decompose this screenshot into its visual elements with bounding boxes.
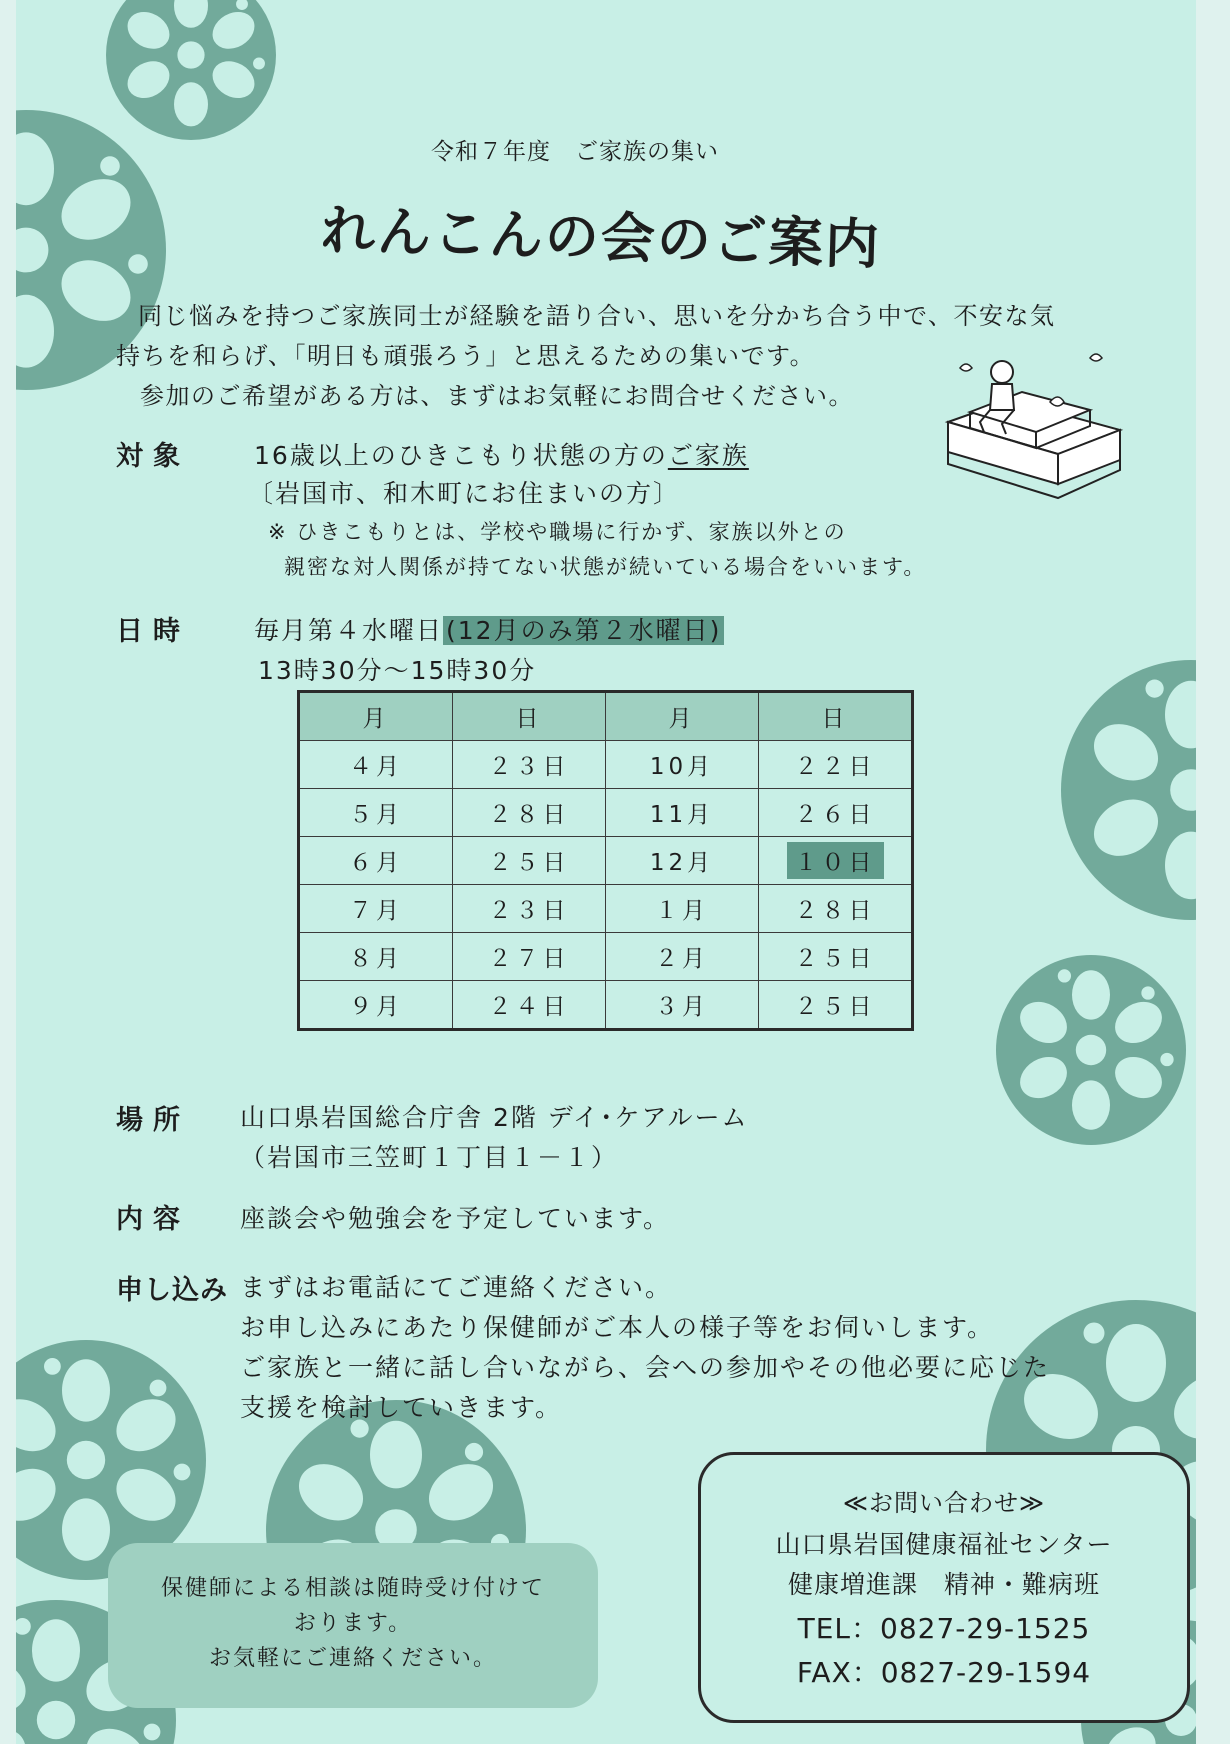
cell-month: ４月 xyxy=(299,741,453,789)
header-day: 日 xyxy=(759,692,913,741)
target-text: 16歳以上のひきこもり状態の方の xyxy=(254,441,668,470)
cell-day: ２５日 xyxy=(759,981,913,1030)
cell-month: １月 xyxy=(606,885,759,933)
apply-line: まずはお電話にてご連絡ください。 xyxy=(240,1273,673,1302)
cell-day: ２６日 xyxy=(759,789,913,837)
apply-line: ご家族と一緒に話し合いながら、会への参加やその他必要に応じた xyxy=(240,1353,1051,1382)
target-line xyxy=(254,436,749,472)
content-label: 内容 xyxy=(116,1204,190,1235)
target-note: ※ ひきこもりとは、学校や職場に行かず、家族以外との xyxy=(268,520,847,544)
contact-org: 山口県岩国健康福祉センター xyxy=(775,1530,1113,1559)
cell-month: ２月 xyxy=(606,933,759,981)
table-header-row xyxy=(299,692,913,741)
datetime-line xyxy=(254,611,724,647)
table-row xyxy=(299,885,913,933)
cell-month: 10月 xyxy=(606,741,759,789)
cell-month: ３月 xyxy=(606,981,759,1030)
cell-month: ６月 xyxy=(299,837,453,885)
cell-day: ２４日 xyxy=(453,981,606,1030)
place-line: 山口県岩国総合庁舎 2階 デイ･ケアルーム xyxy=(240,1103,749,1132)
flyer-page xyxy=(16,0,1196,1744)
cell-month: ９月 xyxy=(299,981,453,1030)
cell-month: 11月 xyxy=(606,789,759,837)
cell-day: ２２日 xyxy=(759,741,913,789)
intro-line: 持ちを和らげ、「明日も頑張ろう」と思えるための集いです。 xyxy=(116,342,816,370)
place-label: 場所 xyxy=(116,1105,190,1136)
datetime-label: 日時 xyxy=(116,616,190,647)
time-line: 13時30分～15時30分 xyxy=(258,656,537,685)
lotus-slice xyxy=(106,0,276,140)
cell-day: ２３日 xyxy=(453,741,606,789)
datetime-text: 毎月第４水曜日 xyxy=(254,616,444,645)
schedule-table xyxy=(297,690,914,1031)
intro-line: 参加のご希望がある方は、まずはお気軽にお問合せください。 xyxy=(140,382,854,410)
target-area: 〔岩国市、和木町にお住まいの方〕 xyxy=(248,479,681,508)
apply-label: 申し込み xyxy=(116,1275,228,1306)
consultation-line: おります。 xyxy=(293,1611,413,1636)
lotus-slice xyxy=(996,955,1186,1145)
contact-heading: ≪お問い合わせ≫ xyxy=(842,1489,1046,1517)
page-title: れんこんの会のご案内 xyxy=(320,198,882,277)
consultation-line: 保健師による相談は随時受け付けて xyxy=(160,1576,545,1601)
header-month: 月 xyxy=(299,692,453,741)
target-note: 親密な対人関係が持てない状態が続いている場合をいいます。 xyxy=(284,555,927,579)
cell-day: ２８日 xyxy=(759,885,913,933)
table-row xyxy=(299,789,913,837)
cell-day: ２３日 xyxy=(453,885,606,933)
target-label: 対象 xyxy=(116,441,190,472)
cell-month: ７月 xyxy=(299,885,453,933)
table-row xyxy=(299,933,913,981)
cell-day-highlighted xyxy=(759,837,913,885)
cell-month: ８月 xyxy=(299,933,453,981)
consultation-line: お気軽にご連絡ください。 xyxy=(208,1646,497,1671)
contact-fax: FAX：0827-29-1594 xyxy=(796,1656,1092,1689)
apply-line: お申し込みにあたり保健師がご本人の様子等をお伺いします。 xyxy=(240,1313,995,1342)
december-highlight: (12月のみ第２水曜日) xyxy=(443,616,724,645)
cell-month: 12月 xyxy=(606,837,759,885)
header-day: 日 xyxy=(453,692,606,741)
person-illustration xyxy=(940,352,1130,512)
intro-line: 同じ悩みを持つご家族同士が経験を語り合い、思いを分かち合う中で、不安な気 xyxy=(138,302,1056,330)
table-row xyxy=(299,741,913,789)
table-row xyxy=(299,981,913,1030)
contact-tel: TEL：0827-29-1525 xyxy=(797,1612,1091,1645)
subtitle: 令和７年度 ご家族の集い xyxy=(431,139,719,165)
cell-day: ２５日 xyxy=(759,933,913,981)
place-address: （岩国市三笠町１丁目１－１） xyxy=(240,1143,619,1172)
cell-day: ２５日 xyxy=(453,837,606,885)
target-emphasis: ご家族 xyxy=(667,441,749,470)
cell-day: ２８日 xyxy=(453,789,606,837)
contact-dept: 健康増進課 精神・難病班 xyxy=(787,1570,1100,1599)
table-row xyxy=(299,837,913,885)
content-line: 座談会や勉強会を予定しています。 xyxy=(240,1204,671,1233)
apply-line: 支援を検討していきます。 xyxy=(240,1393,563,1422)
consultation-box xyxy=(108,1543,598,1708)
header-month: 月 xyxy=(606,692,759,741)
cell-day: ２７日 xyxy=(453,933,606,981)
december-day-highlight: １０日 xyxy=(787,842,884,879)
cell-month: ５月 xyxy=(299,789,453,837)
contact-box xyxy=(698,1452,1190,1723)
lotus-slice xyxy=(1061,660,1196,920)
